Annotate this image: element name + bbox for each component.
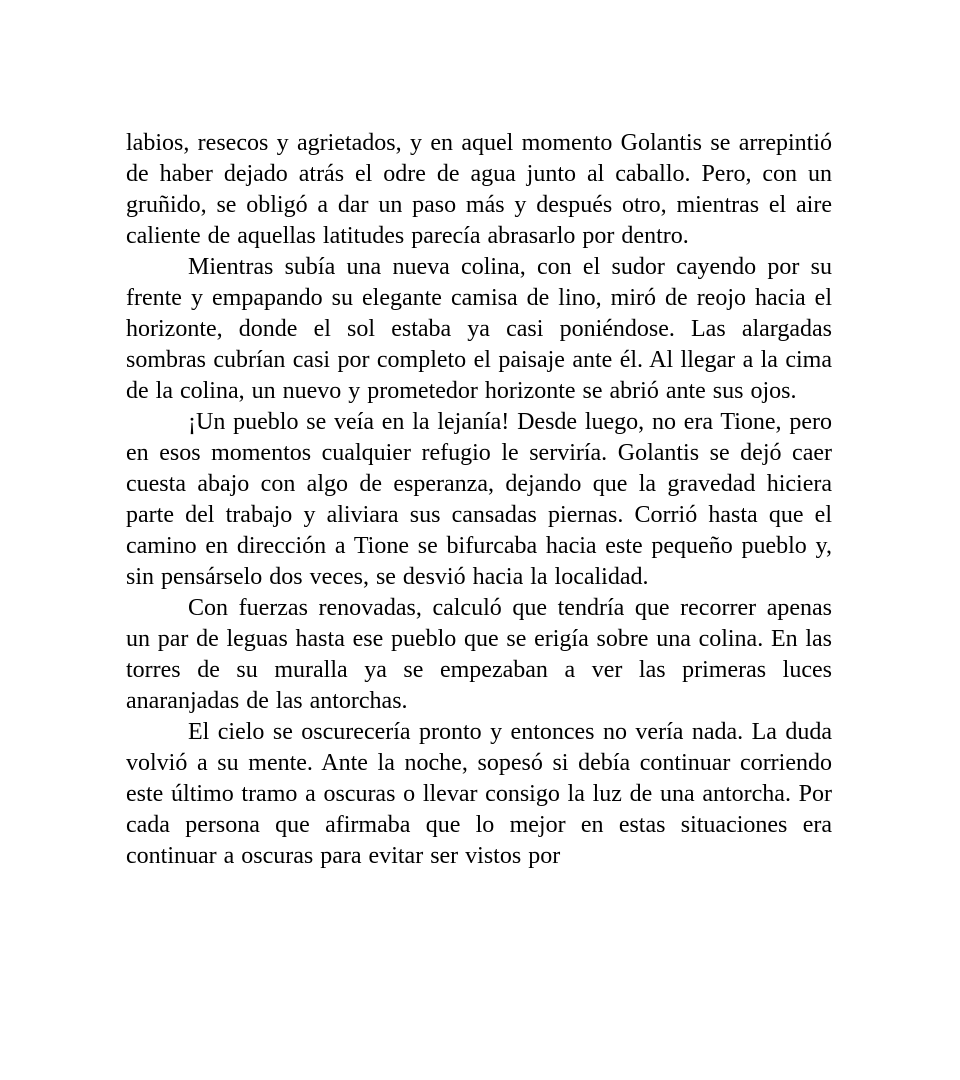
paragraph: ¡Un pueblo se veía en la lejanía! Desde luego, no era Tione, pero en esos momentos cualquier refugio le serviría. Golantis se dejó caer cuesta abajo con algo de esperanza, dejando que la gravedad hiciera parte del trabajo y aliviara sus cansadas piernas. Corrió hasta que el camino en dirección a Tione se bifurcaba hacia este pequeño pueblo y, sin pensárselo dos veces, se desvió hacia la localidad. xyxy=(126,409,832,590)
paragraph: Mientras subía una nueva colina, con el sudor cayendo por su frente y empapando su elegante camisa de lino, miró de reojo hacia el horizonte, donde el sol estaba ya casi poniéndose. Las alargadas sombras cubrían casi por completo el paisaje ante él. Al llegar a la cima de la colina, un nuevo y prometedor horizonte se abrió ante sus ojos. xyxy=(126,254,832,404)
paragraph: Con fuerzas renovadas, calculó que tendría que recorrer apenas un par de leguas hasta ese pueblo que se erigía sobre una colina. En las torres de su muralla ya se empezaban a ver las primeras luces anaranjadas de las antorchas. xyxy=(126,595,832,714)
paragraph: El cielo se oscurecería pronto y entonces no vería nada. La duda volvió a su mente. Ante la noche, sopesó si debía continuar corriendo este último tramo a oscuras o llevar consigo la luz de una antorcha. Por cada persona que afirmaba que lo mejor en estas situaciones era continuar a oscuras para evitar ser vistos por xyxy=(126,719,832,869)
page-text-block xyxy=(126,128,832,872)
paragraph: labios, resecos y agrietados, y en aquel momento Golantis se arrepintió de haber dejado atrás el odre de agua junto al caballo. Pero, con un gruñido, se obligó a dar un paso más y después otro, mientras el aire caliente de aquellas latitudes parecía abrasarlo por dentro. xyxy=(126,130,832,249)
